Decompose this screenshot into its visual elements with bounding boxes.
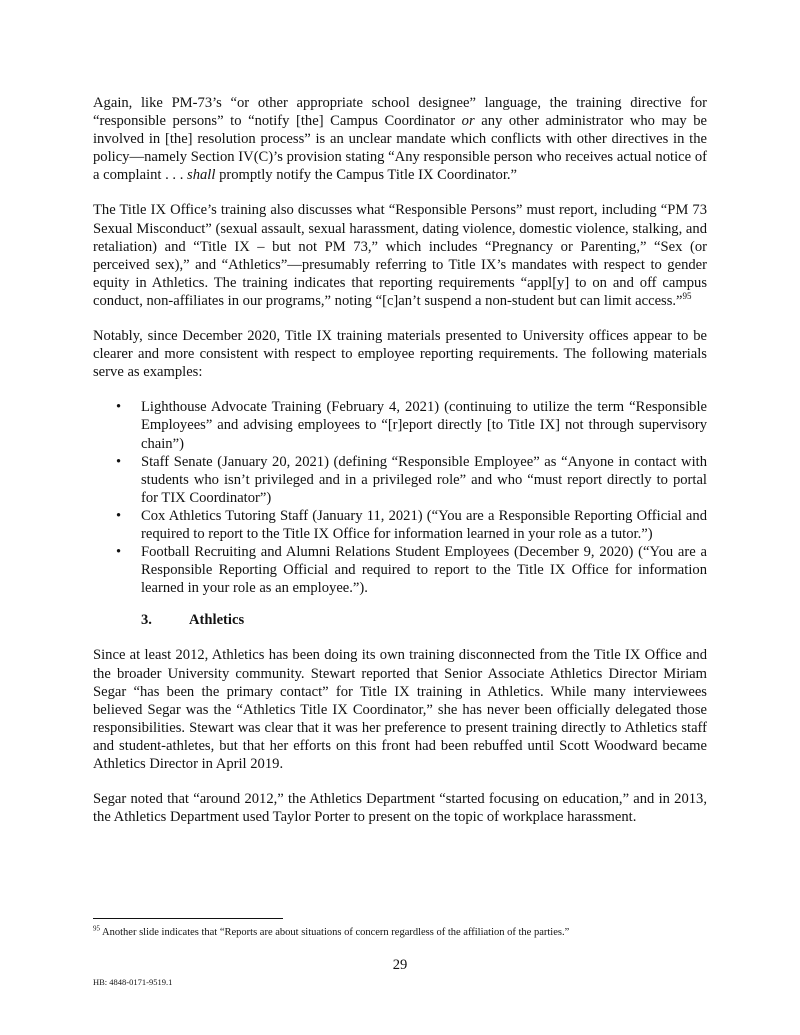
list-item [93, 507, 707, 543]
section-heading-athletics [93, 611, 707, 629]
section-title: Athletics [189, 612, 245, 629]
document-body [93, 94, 707, 843]
paragraph-text: Again, like PM-73’s “or other appropriate school designee” language, the training directive for “responsible persons” to “notify [the] Campus Coordinator [93, 95, 707, 130]
footnote-95 [93, 924, 707, 938]
paragraph-text: Since at least 2012, Athletics has been doing its own training disconnected from the Title IX Office and the broader University community. Stewart reported that Senior Associate Athletics Director Miriam Segar “has been the primary contact” for Title IX training in Athletics. While many interviewees believed Segar was the “Athletics Title IX Coordinator,” she has never been officially delegated those responsibilities. Stewart was clear that it was her preference to present training directly to Athletics staff and student-athletes, but that her efforts on this front had been rebuffed until Scott Woodward became Athletics Director in April 2019. [93, 647, 707, 772]
bullet-icon: • [116, 544, 122, 561]
emphasis-or: or [461, 113, 475, 130]
paragraph-text: Notably, since December 2020, Title IX training materials presented to University offices appear to be clearer and more consistent with respect to employee reporting requirements. The following materials serve as examples: [93, 328, 707, 381]
paragraph-pm73-directive [93, 94, 707, 184]
list-item [93, 543, 707, 597]
paragraph-text: any other administrator who may be involved in [the] resolution process” is an unclear mandate which conflicts with other directives in the policy—namely Section IV(C)’s provision stating “Any responsible person who receives actual notice of a complaint . . . [93, 113, 708, 184]
bullet-icon: • [116, 507, 122, 524]
list-item-text: Staff Senate (January 20, 2021) (defining “Responsible Employee” as “Anyone in contact with students who isn’t privileged and in a privileged role” and who “must report directly to portal for TIX Coordinator”) [141, 453, 707, 506]
footnote-reference[interactable]: 95 [682, 291, 692, 302]
list-item [93, 398, 707, 452]
paragraph-text: promptly notify the Campus Title IX Coordinator.” [215, 167, 518, 184]
paragraph-segar-education [93, 790, 707, 826]
list-item-text: Cox Athletics Tutoring Staff (January 11, 2021) (“You are a Responsible Reporting Official and required to report to the Title IX Office for information learned in your role as a tutor.”) [141, 507, 707, 542]
emphasis-shall: shall [187, 167, 216, 184]
list-item-text: Lighthouse Advocate Training (February 4, 2021) (continuing to utilize the term “Responsible Employees” and advising employees to “[r]eport directly [to Title IX] not through supervisory chain”) [141, 399, 707, 452]
list-item-text: Football Recruiting and Alumni Relations Student Employees (December 9, 2020) (“You are a Responsible Reporting Official and required to report to the Title IX Office for information learned in your role as an employee.”). [141, 544, 707, 597]
section-number: 3. [141, 612, 152, 629]
list-item [93, 453, 707, 507]
footnote-number: 95 [93, 924, 100, 933]
bullet-icon: • [116, 453, 122, 470]
page-number: 29 [392, 957, 408, 973]
footnote-text: Another slide indicates that “Reports are about situations of concern regardless of the affiliation of the parties.” [100, 927, 570, 938]
paragraph-text: The Title IX Office’s training also discusses what “Responsible Persons” must report, including “PM 73 Sexual Misconduct” (sexual assault, sexual harassment, dating violence, domestic violence, stalking, and retaliation) and “Title IX – but not PM 73,” which includes “Pregnancy or Parenting,” “Sex (or perceived sex),” and “Athletics”—presumably referring to Title IX’s mandates with respect to gender equity in Athletics. The training indicates that reporting requirements “appl[y] to on and off campus conduct, non-affiliates in our programs,” noting “[c]an’t suspend a non-student but can limit access.” [93, 202, 707, 309]
paragraph-reporting-categories [93, 201, 707, 310]
document-id: HB: 4848-0171-9519.1 [93, 977, 173, 987]
paragraph-athletics-training [93, 646, 707, 773]
paragraph-training-materials [93, 327, 707, 381]
training-examples-list [93, 398, 707, 597]
bullet-icon: • [116, 399, 122, 416]
paragraph-text: Segar noted that “around 2012,” the Athletics Department “started focusing on education,” and in 2013, the Athletics Department used Taylor Porter to present on the topic of workplace harassment. [93, 791, 707, 826]
footnote-divider [93, 918, 283, 919]
